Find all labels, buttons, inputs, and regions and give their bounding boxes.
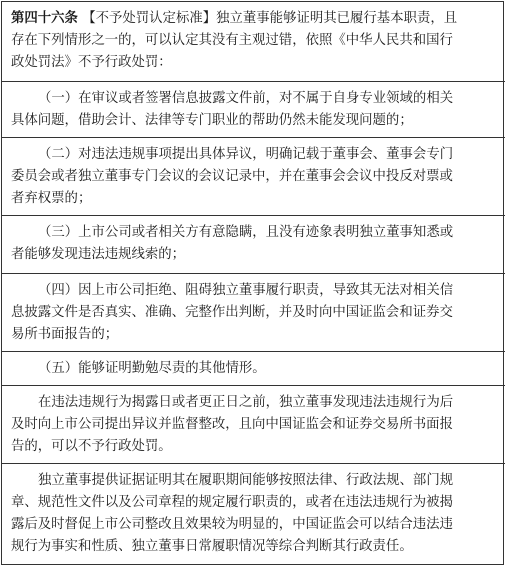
clause-2-line-2: 委员会或者独立董事专门会议的会议记录中，并在董事会会议中投反对票或 [11, 169, 453, 184]
article-intro-line-2: 存在下列情形之一的，可以认定其没有主观过错，依照《中华人民共和国行 [11, 33, 453, 48]
clause-5-row [2, 352, 505, 386]
disclosure-line-1: 在违法违规行为揭露日或者更正日之前，独立董事发现违法违规行为后 [38, 395, 454, 410]
disclosure-line-3: 告的，可以不予行政处罚。 [11, 439, 172, 454]
evidence-line-1: 独立董事提供证据证明其在履职期间能够按照法律、行政法规、部门规 [38, 473, 454, 488]
clause-3-label: （三） [38, 225, 79, 240]
clause-3-line-2: 者能够发现违法违规线索的； [11, 247, 186, 262]
clause-1-line-2: 具体问题，借助会计、法律等专门职业的帮助仍然未能发现问题的； [11, 113, 413, 128]
clause-4-line-1: （四）因上市公司拒绝、阻碍独立董事履行职责，导致其无法对相关信 [38, 283, 454, 298]
clause-3-row [2, 216, 505, 274]
clause-1-row [2, 82, 505, 138]
article-intro-line-3: 政处罚法》不予行政处罚： [11, 55, 172, 70]
clause-1-line-1: （一）在审议或者签署信息披露文件前，对不属于自身专业领域的相关 [38, 91, 454, 106]
article-number: 第四十六条 [11, 11, 78, 26]
evidence-paragraph-row [2, 464, 505, 564]
clause-2-line-1: （二）对违法违规事项提出具体异议，明确记载于董事会、董事会专门 [38, 147, 454, 162]
evidence-line-4: 规行为事实和性质、独立董事日常履职情况等综合判断其行政责任。 [11, 539, 413, 554]
clause-3-line-1 [11, 222, 499, 244]
disclosure-line-2: 及时向上市公司提出异议并监督整改，且向中国证监会和证券交易所书面报 [11, 417, 453, 432]
article-intro-row [2, 2, 505, 82]
evidence-line-2: 章、规范性文件以及公司章程的规定履行职责的，或者在违法违规行为被揭 [11, 495, 453, 510]
article-intro-line-1 [11, 8, 499, 30]
clause-4-line-3: 易所书面报告的； [11, 327, 119, 342]
evidence-line-3: 露后及时督促上市公司整改且效果较为明显的，中国证监会可以结合违法违 [11, 517, 453, 532]
clause-4-line-2: 息披露文件是否真实、准确、完整作出判断，并及时向中国证监会和证券交 [11, 305, 453, 320]
clause-3-text: 上市公司或者相关方有意隐瞒，且没有迹象表明独立董事知悉或 [78, 225, 454, 240]
clause-2-line-3: 者弃权票的； [11, 191, 92, 206]
clause-2-row [2, 138, 505, 216]
clause-4-row [2, 274, 505, 352]
disclosure-paragraph-row [2, 386, 505, 464]
clause-5-line-1: （五）能够证明勤勉尽责的其他情形。 [38, 361, 266, 376]
article-heading-text: 【不予处罚认定标准】独立董事能够证明其已履行基本职责，且 [82, 11, 458, 26]
article-table [1, 1, 504, 565]
